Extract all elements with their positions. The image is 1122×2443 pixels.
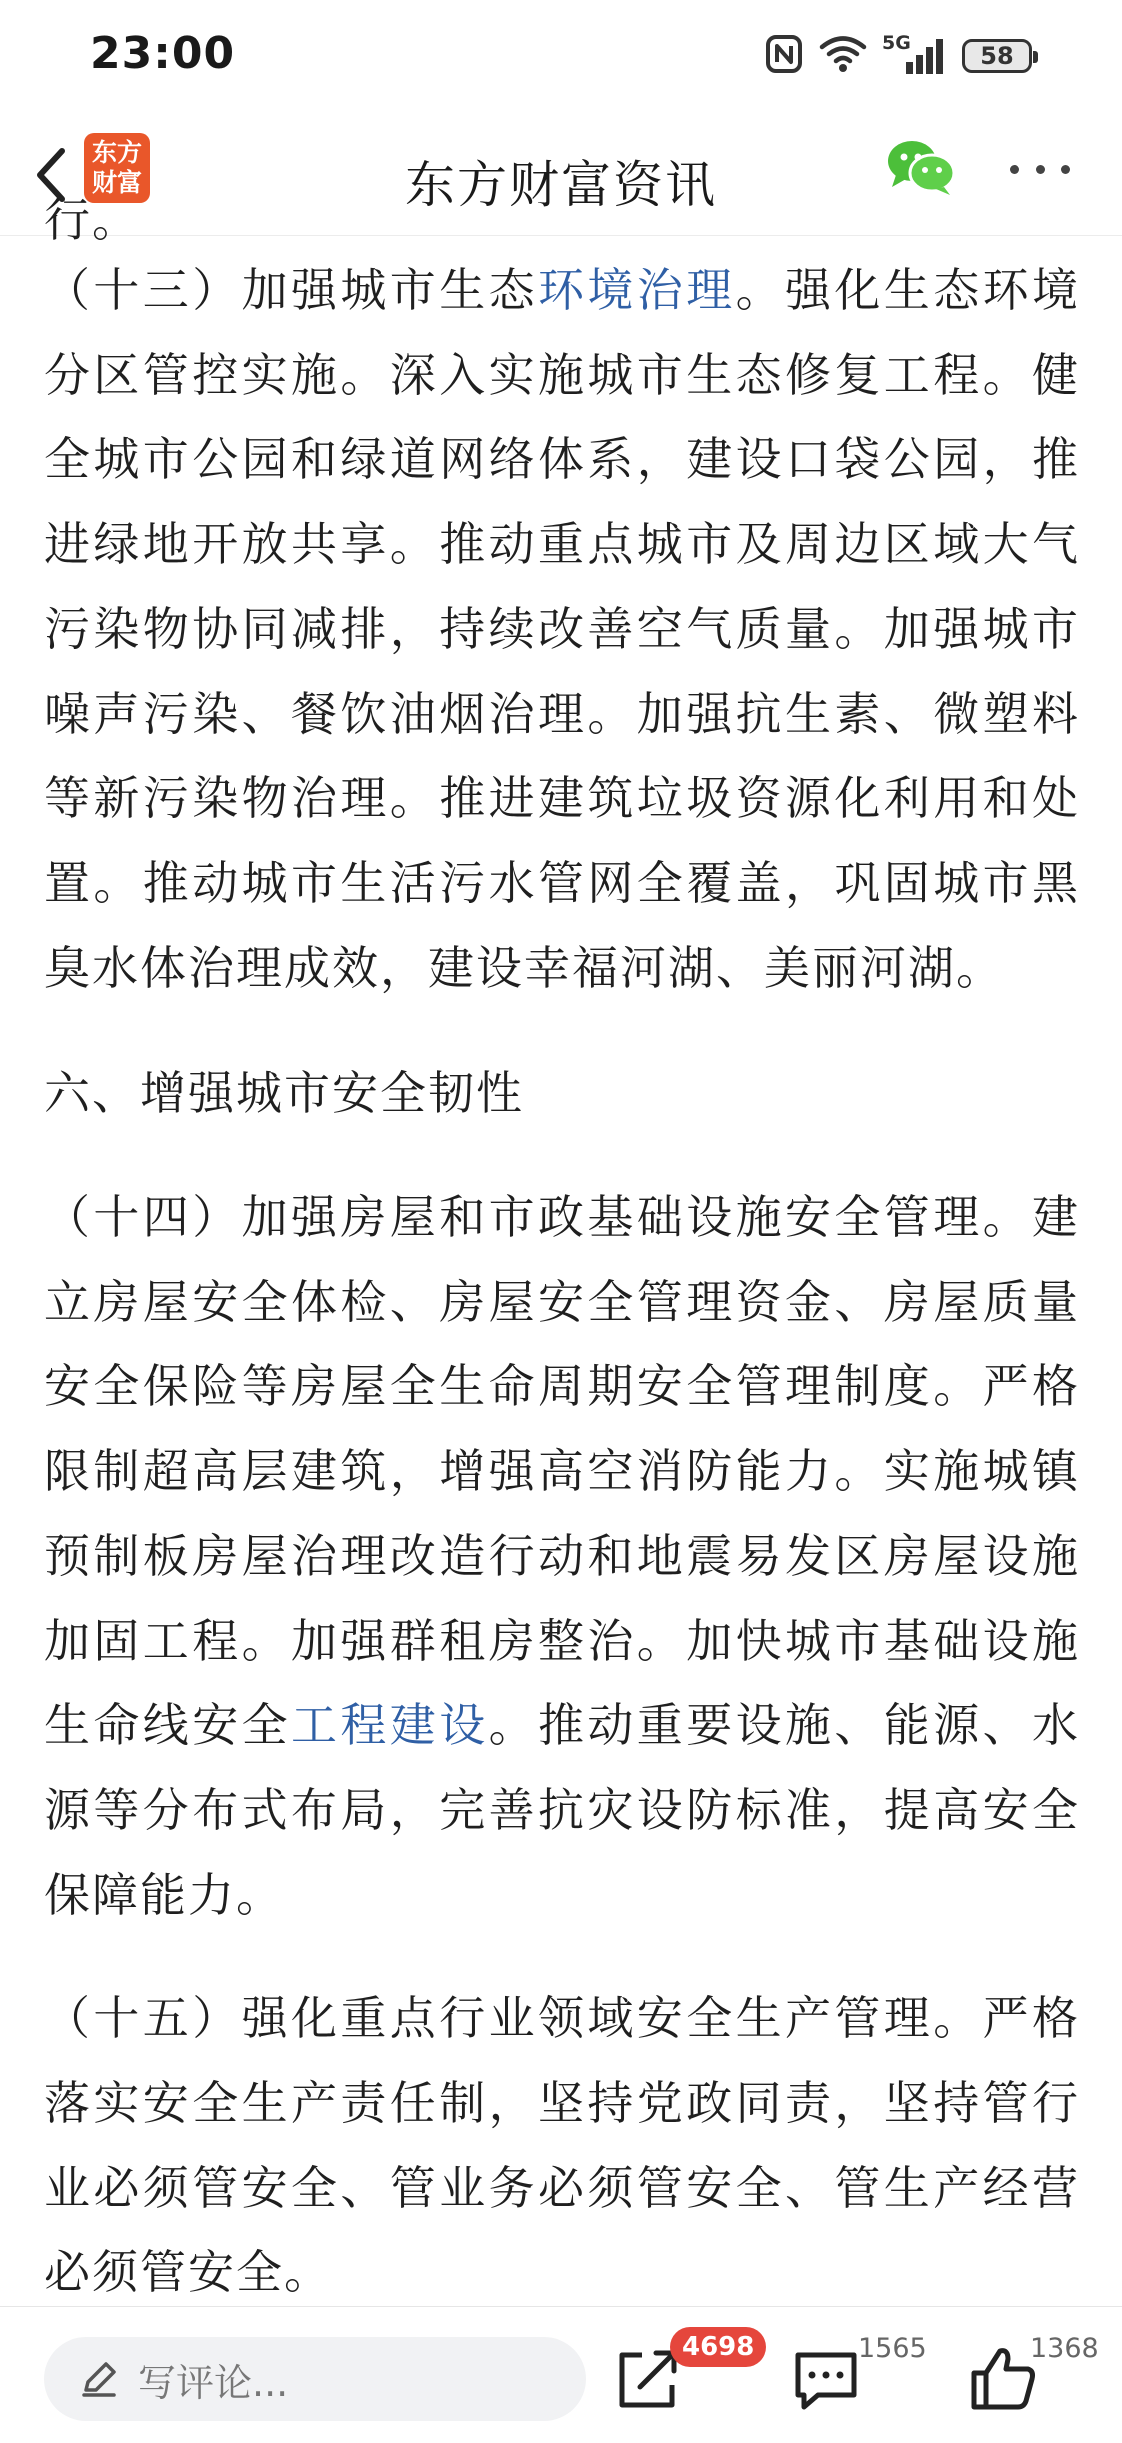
paragraph-text: （十三）加强城市生态: [44, 263, 538, 317]
article-body: [44, 236, 1080, 2306]
battery-icon: 58: [962, 39, 1032, 73]
more-options-button[interactable]: [1010, 159, 1070, 179]
app-logo: 东方财富: [84, 133, 150, 203]
app-header: [0, 115, 1122, 236]
comments-button[interactable]: [790, 2343, 862, 2415]
network-type-label: 5G: [882, 32, 911, 54]
comment-bubble-icon: [790, 2343, 862, 2415]
status-icons: [764, 34, 1032, 78]
comments-count: 1565: [858, 2333, 927, 2364]
nfc-icon: [764, 34, 804, 78]
paragraph-text: （十四）加强房屋和市政基础设施安全管理。建立房屋安全体检、房屋安全管理资金、房屋质量安全保险等房屋全生命周期安全管理制度。严格限制超高层建筑，增强高空消防能力。实施城镇预制板房屋治理改造行动和地震易发区房屋设施加固工程。加强群租房整治。加快城市基础设施生命线安全: [44, 1190, 1080, 1753]
status-time: 23:00: [90, 28, 236, 79]
status-bar: [0, 0, 1122, 115]
wifi-icon: [818, 34, 868, 78]
article-paragraph: [44, 1175, 1080, 1937]
more-dot-icon: [1036, 165, 1045, 174]
section-heading: 六、增强城市安全韧性: [44, 1066, 524, 1121]
article-paragraph: [44, 248, 1080, 1010]
paragraph-text: 。强化生态环境分区管控实施。深入实施城市生态修复工程。健全城市公园和绿道网络体系，建设口袋公园，推进绿地开放共享。推动重点城市及周边区域大气污染物协同减排，持续改善空气质量。加强城市噪声污染、餐饮油烟治理。加强抗生素、微塑料等新污染物治理。推进建筑垃圾资源化利用和处置。推动城市生活污水管网全覆盖，巩固城市黑臭水体治理成效，建设幸福河湖、美丽河湖。: [44, 263, 1081, 995]
comment-input[interactable]: [44, 2337, 586, 2421]
page-title: 东方财富资讯: [405, 156, 717, 214]
keyword-link[interactable]: 工程建设: [291, 1698, 489, 1753]
keyword-link[interactable]: 环境治理: [538, 263, 736, 317]
paragraph-text: 。推动重要设施、能源、水源等分布式布局，完善抗灾设防标准，提高安全保障能力。: [44, 1698, 1081, 1922]
likes-count: 1368: [1030, 2333, 1099, 2364]
bottom-action-bar: [0, 2306, 1122, 2443]
share-count-badge: 4698: [670, 2327, 766, 2367]
signal-5g-icon: [882, 34, 948, 78]
pen-icon: [80, 2360, 118, 2398]
article-paragraph: （十五）强化重点行业领域安全生产管理。严格落实安全生产责任制，坚持党政同责，坚持管行业必须管安全、管业务必须管安全、管生产经营必须管安全。: [44, 1991, 1080, 2300]
comment-placeholder: 写评论...: [138, 2360, 289, 2405]
more-dot-icon: [1010, 165, 1019, 174]
article-fragment: [44, 178, 1080, 208]
more-dot-icon: [1061, 165, 1070, 174]
